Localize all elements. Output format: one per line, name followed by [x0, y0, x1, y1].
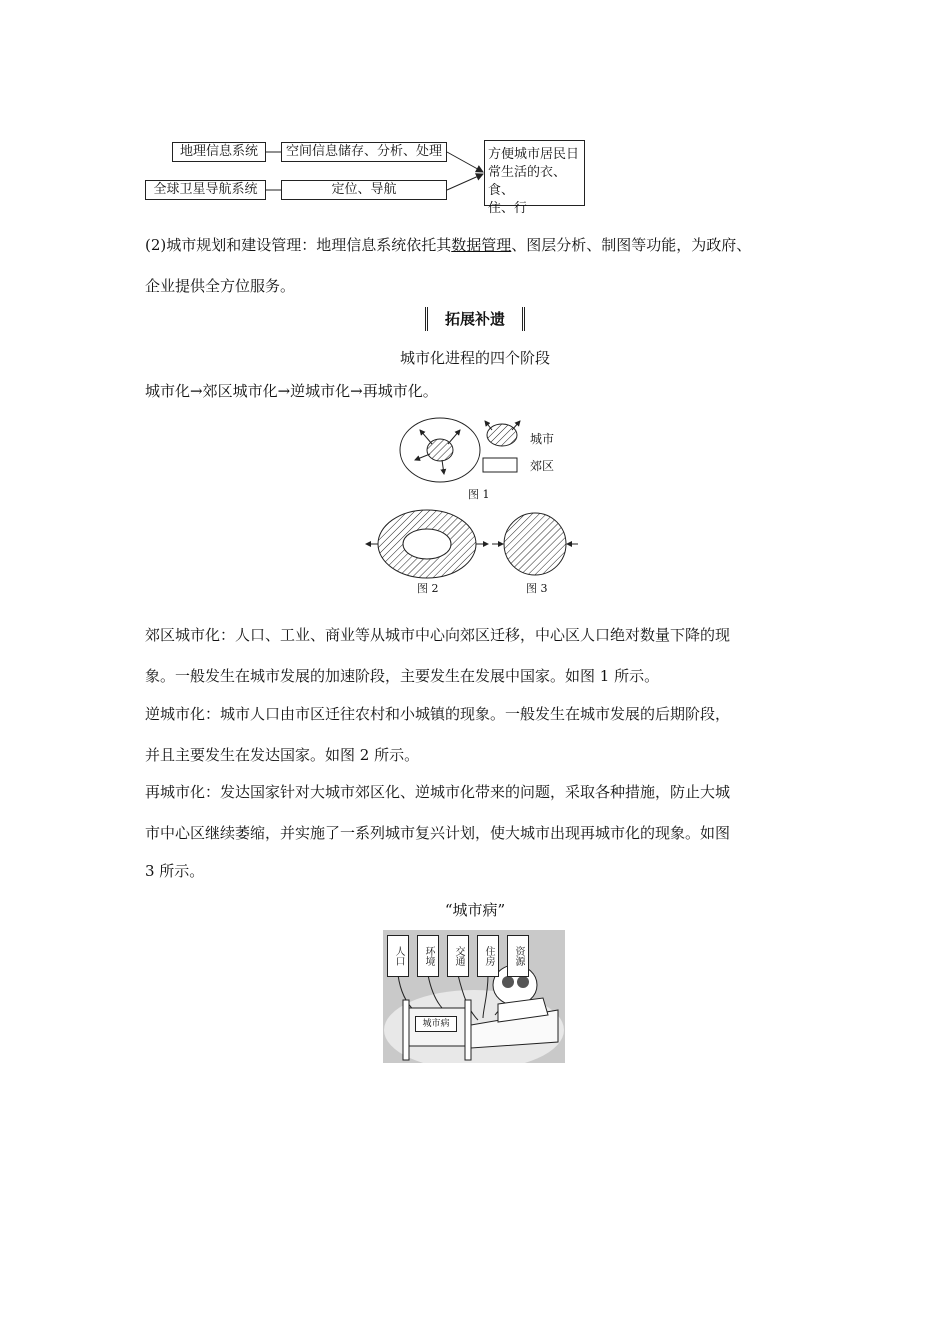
flow-result-line: 方便城市居民日 [488, 147, 580, 162]
re-description-line3: 3 所示。 [145, 862, 205, 880]
flow-box-gnss-function: 定位、导航 [281, 180, 447, 200]
planning-paragraph-line1 [145, 237, 825, 254]
stages-sequence: 城市化→郊区城市化→逆城市化→再城市化。 [145, 382, 438, 400]
flow-box-gnss: 全球卫星导航系统 [145, 180, 266, 200]
iv-bag-population: 人口 [387, 935, 409, 977]
flow-result-line: 住、行 [488, 201, 528, 216]
arrow-gnss-to-result [447, 174, 483, 190]
flowchart-connectors [0, 0, 950, 220]
flow-box-gis-function: 空间信息储存、分析、处理 [281, 142, 447, 162]
figure-1-diagram [400, 418, 480, 482]
suburban-description-line1: 郊区城市化：人口、工业、商业等从城市中心向郊区迁移，中心区人口绝对数量下降的现 [145, 626, 731, 644]
planning-paragraph-line2: 企业提供全方位服务。 [145, 277, 296, 295]
city-disease-drawing [383, 930, 565, 1063]
planning-text-post: 、图层分析、制图等功能，为政府、 [511, 236, 752, 254]
section-tag: 拓展补遗 [425, 307, 525, 331]
figure-1-caption: 图 1 [468, 488, 490, 501]
iv-bag-transport: 交通 [447, 935, 469, 977]
re-description-line2: 市中心区继续萎缩，并实施了一系列城市复兴计划，使大城市出现再城市化的现象。如图 [145, 824, 731, 842]
iv-bag-housing: 住房 [477, 935, 499, 977]
planning-text-pre: (2)城市规划和建设管理：地理信息系统依托其 [145, 236, 452, 254]
flow-result-line: 常生活的衣、食、 [488, 165, 567, 198]
bed-sign: 城市病 [415, 1016, 457, 1032]
legend-suburb-symbol [483, 458, 517, 472]
legend-city-symbol [485, 421, 520, 446]
suburban-description-line2: 象。一般发生在城市发展的加速阶段，主要发生在发展中国家。如图 1 所示。 [145, 667, 660, 685]
stages-title: 城市化进程的四个阶段 [399, 349, 550, 367]
figure-3-diagram [492, 513, 578, 575]
city-disease-title: “城市病” [444, 901, 506, 919]
city-disease-illustration [383, 930, 565, 1063]
arrow-gis-to-result [447, 152, 483, 172]
counter-description-line2: 并且主要发生在发达国家。如图 2 所示。 [145, 746, 420, 764]
re-description-line1: 再城市化：发达国家针对大城市郊区化、逆城市化带来的问题，采取各种措施，防止大城 [145, 783, 731, 801]
iv-bag-environment: 环境 [417, 935, 439, 977]
iv-bag-resources: 资源 [507, 935, 529, 977]
figure-3-caption: 图 3 [526, 582, 548, 595]
legend-suburb-label: 郊区 [530, 459, 555, 473]
figure-2-diagram [366, 510, 488, 578]
legend-city-label: 城市 [530, 432, 555, 446]
figure-2-caption: 图 2 [417, 582, 439, 595]
urbanization-figures [360, 410, 600, 600]
flow-box-gis: 地理信息系统 [172, 142, 266, 162]
planning-text-underlined: 数据管理 [451, 236, 512, 254]
counter-description-line1: 逆城市化：城市人口由市区迁往农村和小城镇的现象。一般发生在城市发展的后期阶段， [145, 705, 731, 723]
